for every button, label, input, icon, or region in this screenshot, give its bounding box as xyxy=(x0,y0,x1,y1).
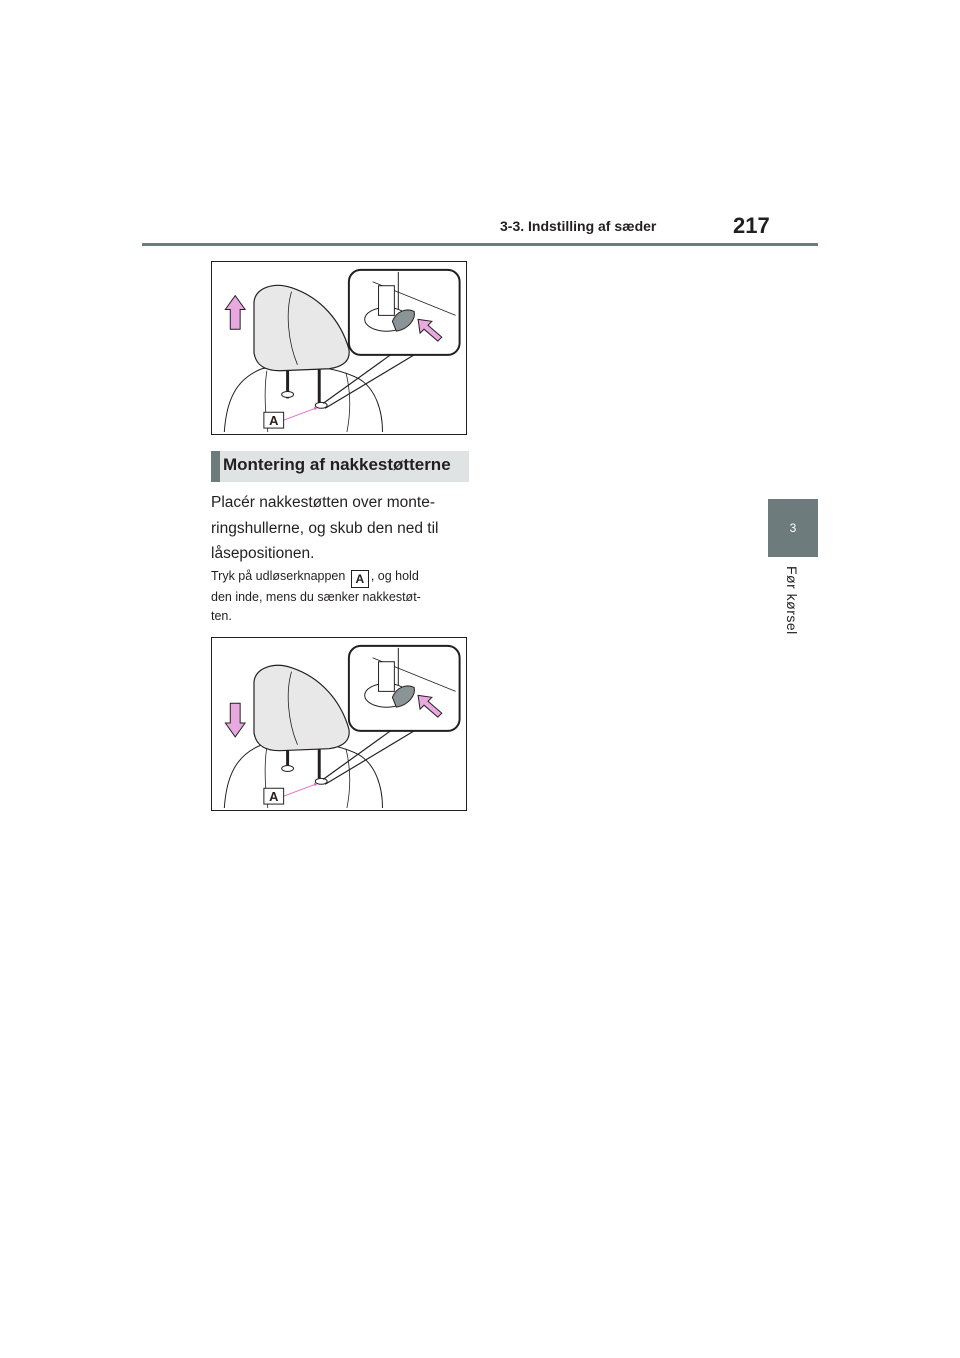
header-rule xyxy=(142,243,818,246)
body-line: låsepositionen. xyxy=(211,545,315,562)
headrest-figure-lower xyxy=(211,637,467,811)
note-text: ten. xyxy=(211,609,232,623)
callout-label-a: A xyxy=(269,413,279,429)
body-paragraph xyxy=(211,490,471,567)
section-heading xyxy=(211,451,469,482)
headrest-figure-raise xyxy=(211,261,467,435)
callout-label-a: A xyxy=(269,789,279,805)
headrest-illustration-raise xyxy=(212,262,466,434)
chapter-tab xyxy=(768,499,818,557)
note-text: den inde, mens du sænker nakkestøt- xyxy=(211,590,421,604)
note-text: Tryk på udløserknappen xyxy=(211,569,346,583)
inline-callout-a: A xyxy=(351,570,369,588)
chapter-title: Før kørsel xyxy=(784,566,800,635)
header-section-title: 3-3. Indstilling af sæder xyxy=(500,218,657,234)
body-line: ringshullerne, og skub den ned til xyxy=(211,519,439,537)
page-number: 217 xyxy=(733,213,770,238)
chapter-number: 3 xyxy=(789,521,797,535)
body-line: Placér nakkestøtten over monte- xyxy=(211,494,435,511)
note-text: , og hold xyxy=(370,569,419,583)
note-paragraph xyxy=(211,567,476,626)
headrest-illustration-lower xyxy=(212,638,466,810)
section-heading-text: Montering af nakkestøtterne xyxy=(223,455,451,474)
